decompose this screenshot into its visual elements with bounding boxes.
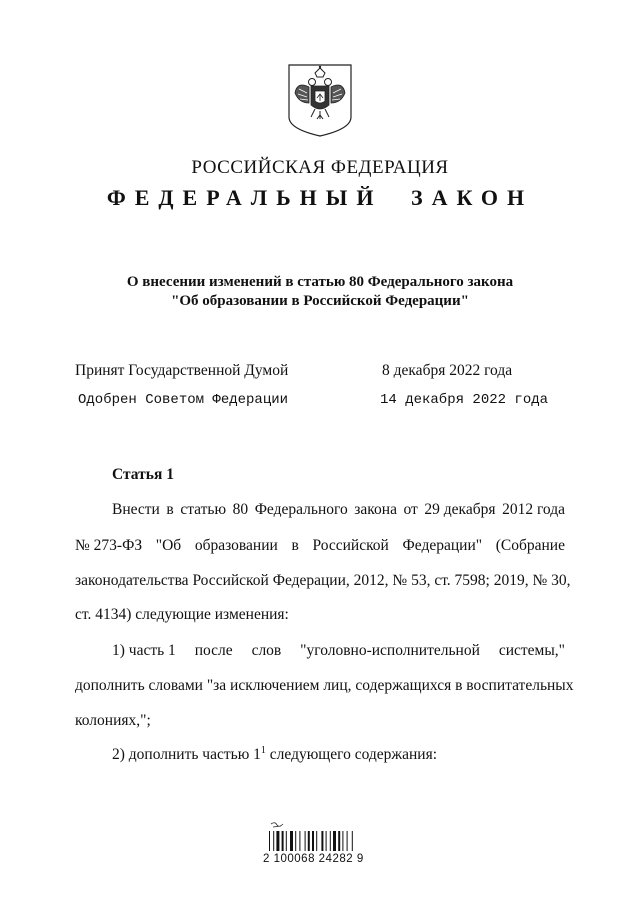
word: системы," <box>498 642 565 659</box>
word: закона <box>354 501 397 518</box>
word: в <box>166 501 174 518</box>
word: образовании <box>194 537 278 554</box>
barcode-number: 2 100068 24282 9 <box>263 853 364 865</box>
word: в <box>291 537 299 554</box>
word: 2012 года <box>502 501 565 518</box>
law-subject <box>0 273 640 311</box>
word: Федерального <box>254 501 348 518</box>
superscript: 1 <box>260 745 266 756</box>
article-paragraph-2-line-1 <box>112 642 565 660</box>
article-paragraph-3 <box>112 745 602 764</box>
law-type-heading: ФЕДЕРАЛЬНЫЙ ЗАКОН <box>106 185 534 210</box>
word: № 273-ФЗ <box>75 537 143 554</box>
coat-of-arms-emblem <box>287 63 353 138</box>
council-approval-date: 14 декабря 2022 года <box>380 392 549 408</box>
article-paragraph-1-line-4: ст. 4134) следующие изменения: <box>75 606 289 623</box>
word: 1) часть 1 <box>112 642 176 659</box>
paragraph-3-text-end: следующего содержания: <box>265 746 438 763</box>
word: от <box>403 501 418 518</box>
article-paragraph-2-line-2: дополнить словами "за исключением лиц, содержащихся в воспитательных <box>75 677 574 694</box>
word: слов <box>251 642 282 659</box>
word: после <box>194 642 233 659</box>
law-subject-line-2: "Об образовании в Российской Федерации" <box>171 293 469 309</box>
word: 80 <box>232 501 249 518</box>
word: (Собрание <box>495 537 565 554</box>
law-subject-line-1: О внесении изменений в статью 80 Федерального закона <box>126 274 514 290</box>
article-paragraph-1-line-1 <box>112 501 565 519</box>
word: "уголовно-исполнительной <box>300 642 480 659</box>
duma-adoption-date: 8 декабря 2022 года <box>382 362 513 379</box>
duma-adoption-label: Принят Государственной Думой <box>75 362 289 379</box>
article-paragraph-1-line-3: законодательства Российской Федерации, 2012, № 53, ст. 7598; 2019, № 30, <box>75 572 571 589</box>
country-heading: РОССИЙСКАЯ ФЕДЕРАЦИЯ <box>191 157 449 178</box>
word: "Об <box>155 537 182 554</box>
council-approval-label: Одобрен Советом Федерации <box>78 392 289 408</box>
article-paragraph-2-line-3: колониях,"; <box>75 712 151 729</box>
word: Федерации" <box>402 537 483 554</box>
paragraph-3-text: 2) дополнить частью 1 <box>112 746 261 763</box>
word: Внести <box>112 501 160 518</box>
word: 29 декабря <box>424 501 496 518</box>
word: Российской <box>312 537 389 554</box>
article-paragraph-1-line-2 <box>75 537 565 555</box>
article-title: Статья 1 <box>112 466 174 483</box>
word: статью <box>180 501 227 518</box>
